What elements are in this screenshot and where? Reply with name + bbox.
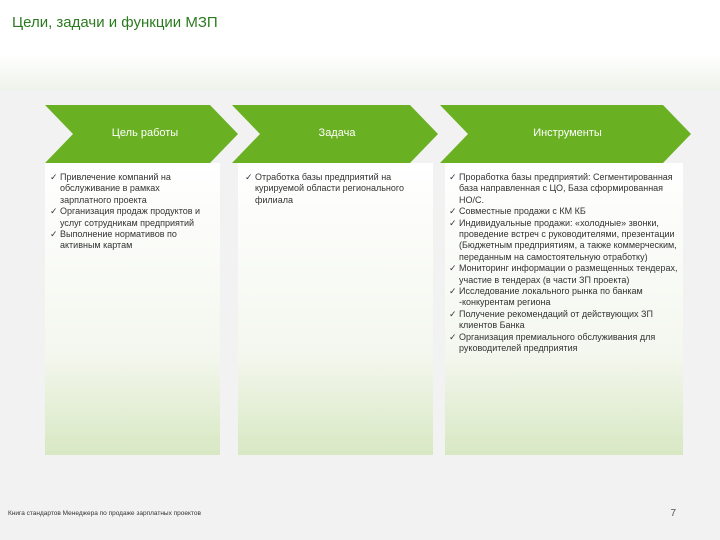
page-title: Цели, задачи и функции МЗП (12, 14, 218, 31)
tool-item: ✓ Индивидуальные продажи: «холодные» звонки, проведение встреч с руководителями, презентации (Бюджетным предприятиям, а также коммерческим, переданным на самостоятельную отработку) (449, 218, 679, 264)
goal-column (50, 172, 208, 252)
footer-text: Книга стандартов Менеджера по продаже зарплатных проектов (8, 510, 201, 517)
goal-item: ✓ Привлечение компаний на обслуживание в рамках зарплатного проекта (50, 172, 208, 206)
page-number: 7 (670, 508, 676, 519)
tools-column (449, 172, 679, 355)
chevron-label-2: Задача (318, 127, 356, 139)
tool-item: ✓ Мониторинг информации о размещенных тендерах, участие в тендерах (в части ЗП проекта) (449, 263, 679, 286)
tool-item: ✓ Проработка базы предприятий: Сегментированная база направленная с ЦО, База сформированная НО/С. (449, 172, 679, 206)
column-panel-2 (238, 163, 433, 455)
task-item: ✓ Отработка базы предприятий на курируемой области регионального филиала (245, 172, 405, 206)
tool-item: ✓ Совместные продажи с КМ КБ (449, 206, 679, 217)
goal-item: ✓ Организация продаж продуктов и услуг сотрудникам предприятий (50, 206, 208, 229)
chevron-label-3: Инструменты (533, 127, 602, 139)
task-column (245, 172, 405, 206)
chevron-label-1: Цель работы (111, 127, 179, 139)
tool-item: ✓ Получение рекомендаций от действующих ЗП клиентов Банка (449, 309, 679, 332)
tool-item: ✓ Исследование локального рынка по банкам -конкурентам региона (449, 286, 679, 309)
goal-item: ✓ Выполнение нормативов по активным картам (50, 229, 208, 252)
tool-item: ✓ Организация премиального обслуживания для руководителей предприятия (449, 332, 679, 355)
